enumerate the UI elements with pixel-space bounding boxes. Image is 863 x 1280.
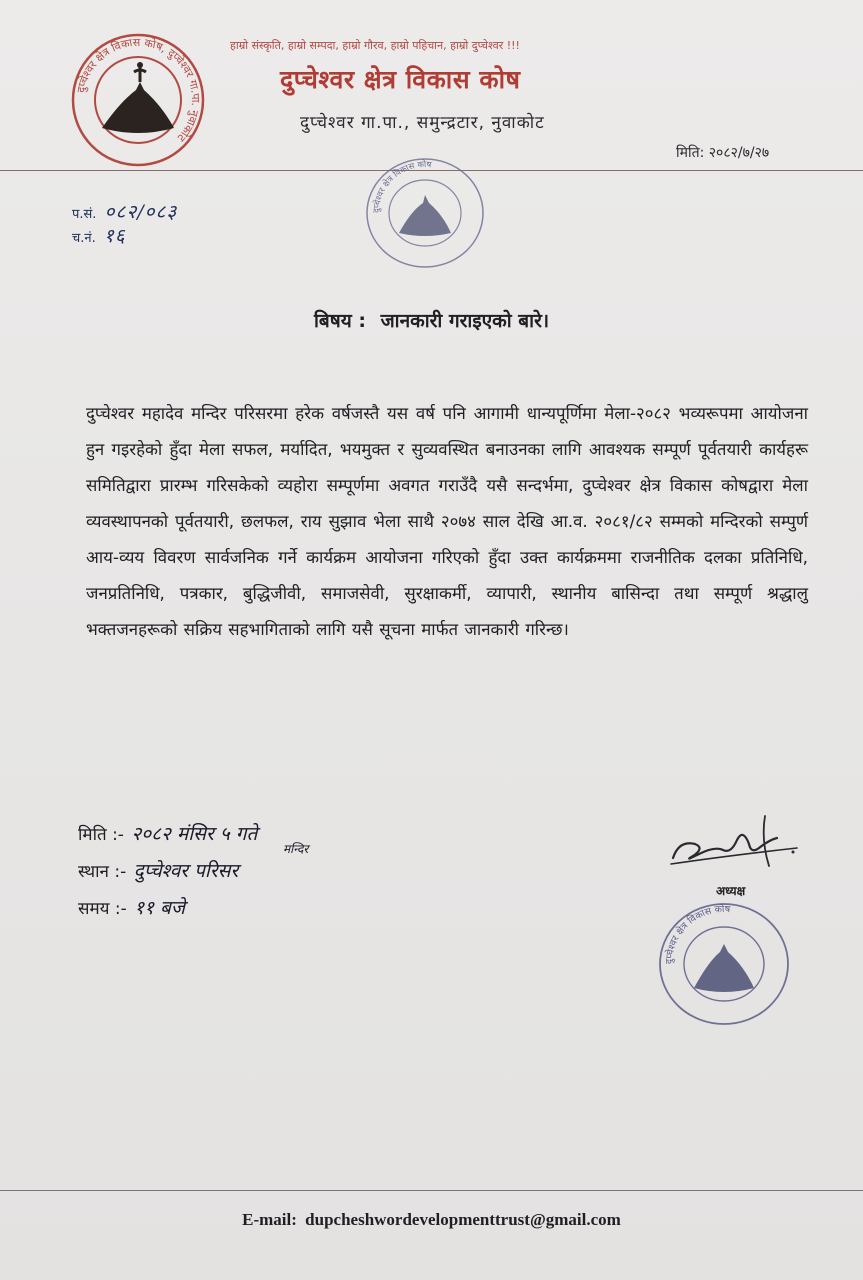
event-time-value: ११ बजे [134,897,185,919]
signatory-title: अध्यक्ष [716,884,746,898]
event-date-row [78,816,257,853]
email-label: E-mail: [242,1210,297,1229]
letter-date-value: २०८२/७/२७ [708,145,770,161]
official-stamp-bottom [656,900,792,1028]
event-details [78,816,309,927]
event-time-row [78,890,257,927]
letter-number-value: ०८२/०८३ [104,201,178,223]
organization-address: दुप्चेश्वर गा.पा., समुन्द्रटार, नुवाकोट [300,113,545,133]
letter-number [72,198,177,224]
letter-number-label: प.सं. [72,207,97,222]
organization-name: दुप्चेश्वर क्षेत्र विकास कोष [280,65,521,94]
event-date-value: २०८२ मंसिर ५ गते [131,823,258,845]
footer-email [0,1210,863,1230]
signature [665,810,805,880]
organization-logo [70,32,206,168]
event-place-row [78,842,309,890]
event-place-label: स्थान :- [78,862,127,882]
event-place-insert: मन्दिर [283,842,309,856]
letter-date [676,143,769,162]
letter-date-label: मिति: [676,145,705,161]
dispatch-number-value: १६ [103,225,126,247]
footer-divider [0,1190,863,1191]
letter-body: दुप्चेश्वर महादेव मन्दिर परिसरमा हरेक वर्षजस्तै यस वर्ष पनि आगामी धान्यपूर्णिमा मेला-२०८२ भव्यरूपमा आयोजना हुन गइरहेको हुँदा मेला सफल, मर्यादित, भयमुक्त र सुव्यवस्थित बनाउनका लागि आवश्यक सम्पूर्ण पूर्वतयारी कार्यहरू समितिद्वारा प्रारम्भ गरिसकेको व्यहोरा सम्पूर्णमा अवगत गराउँदै यसै सन्दर्भमा, दुप्चेश्वर क्षेत्र विकास कोषद्वारा मेला व्यवस्थापनको पूर्वतयारी, छलफल, राय सुझाव भेला साथै २०७४ साल देखि आ.व. २०८१/८२ सम्मको मन्दिरको सम्पुर्ण आय-व्यय विवरण सार्वजनिक गर्ने कार्यक्रम आयोजना गरिएको हुँदा उक्त कार्यक्रममा राजनीतिक दलका प्रतिनिधि, जनप्रतिनिधि, पत्रकार, बुद्धिजीवी, समाजसेवी, सुरक्षाकर्मी, व्यापारी, स्थानीय बासिन्दा तथा सम्पूर्ण श्रद्धालु भक्तजनहरूको सक्रिय सहभागिताको लागि यसै सूचना मार्फत जानकारी गरिन्छ। [86,403,808,639]
dispatch-number [72,222,126,248]
subject-label: बिषय : [313,310,366,332]
logo-ring-text: दुप्चेश्वर क्षेत्र विकास कोष, दुप्चेश्वर गा.पा. नुवाकोट [74,35,203,145]
official-stamp-top [363,155,487,271]
subject-text: जानकारी गराइएको बारे। [380,310,550,332]
stamp-top-ring-text: दुप्चेश्वर क्षेत्र विकास कोष [371,159,432,214]
stamp-bottom-ring-text: दुप्चेश्वर क्षेत्र विकास कोष [663,903,731,965]
dispatch-number-label: च.नं. [72,231,96,246]
subject-line [0,307,863,333]
event-place-value: दुप्चेश्वर परिसर [133,860,239,882]
letterhead-tagline: हाम्रो संस्कृति, हाम्रो सम्पदा, हाम्रो गौरव, हाम्रो पहिचान, हाम्रो दुप्चेश्वर !!! [230,39,520,52]
event-date-label: मिति :- [78,825,124,845]
email-link[interactable]: dupcheshwordevelopmenttrust@gmail.com [305,1210,621,1229]
event-time-label: समय :- [78,899,127,919]
